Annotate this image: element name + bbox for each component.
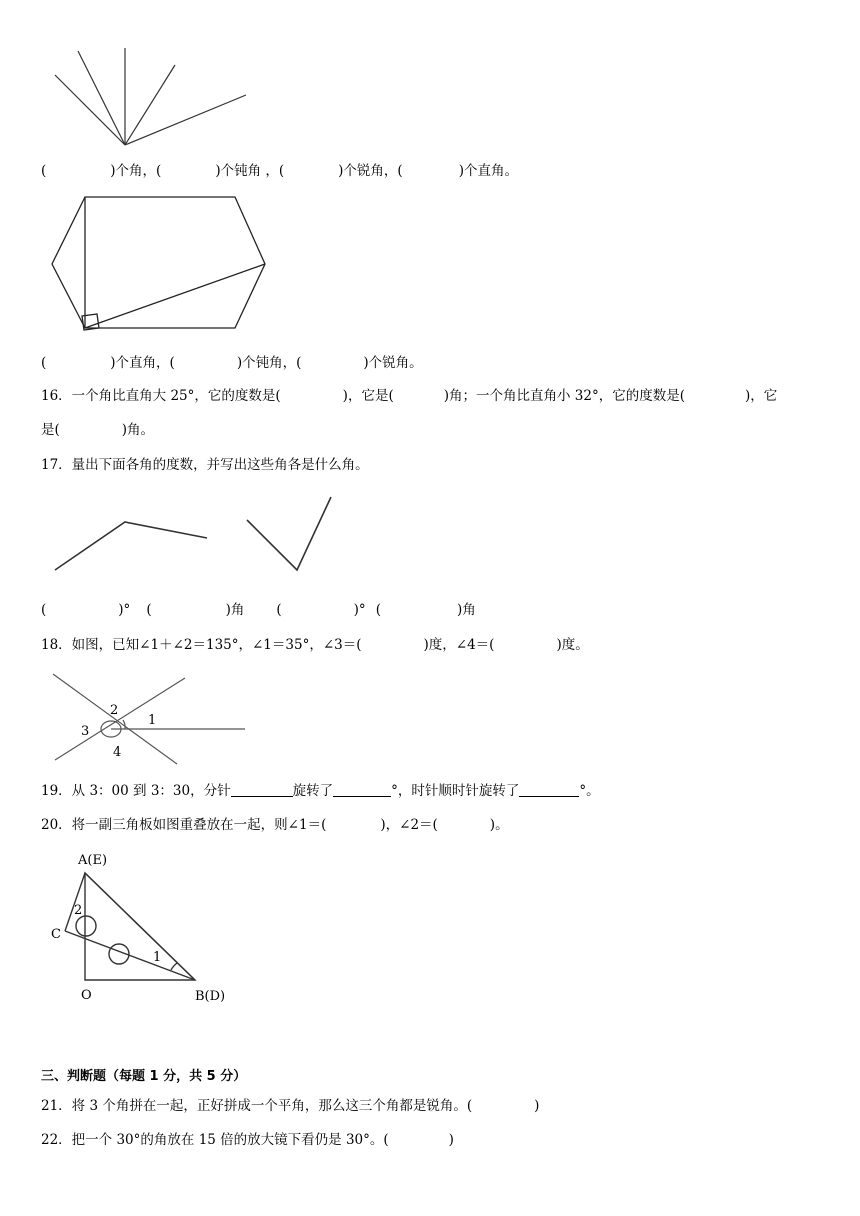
intersecting-lines-figure xyxy=(45,668,255,768)
rays-question: ( )个角，( )个钝角 ，( )个锐角，( )个直角。 xyxy=(41,163,518,179)
section-3-heading: 三、判断题（每题 1 分，共 5 分） xyxy=(41,1069,247,1084)
question-16-line2: 是( )角。 xyxy=(41,422,155,438)
rays-figure xyxy=(48,45,258,150)
hexagon-question: ( )个直角，( )个钝角，( )个锐角。 xyxy=(41,355,423,371)
question-17-text: 17．量出下面各角的度数，并写出这些角各是什么角。 xyxy=(41,457,369,473)
label-3: 3 xyxy=(81,724,90,739)
label-1: 1 xyxy=(148,713,157,728)
label-C: C xyxy=(51,927,61,942)
label-B-D: B(D) xyxy=(195,989,226,1004)
angle-figures xyxy=(45,490,345,580)
label-4: 4 xyxy=(113,745,122,760)
hexagon-figure xyxy=(45,190,275,335)
question-19-text: 19．从 3：00 到 3：30，分针 旋转了 °，时针顺时针旋转了 °。 xyxy=(41,783,600,799)
label-A-E: A(E) xyxy=(78,853,108,868)
label-2: 2 xyxy=(74,903,83,918)
question-17-answers: ( )° ( )角 ( )° ( )角 xyxy=(41,602,476,618)
label-O: O xyxy=(81,988,92,1003)
question-22-text: 22．把一个 30°的角放在 15 倍的放大镜下看仍是 30°。( ) xyxy=(41,1132,454,1148)
triangle-rulers-figure xyxy=(45,848,245,1008)
question-21-text: 21．将 3 个角拼在一起，正好拼成一个平角，那么这三个角都是锐角。( ) xyxy=(41,1098,540,1114)
question-20-text: 20．将一副三角板如图重叠放在一起，则∠1＝( )，∠2＝( )。 xyxy=(41,817,509,833)
question-18-text: 18．如图，已知∠1＋∠2＝135°，∠1＝35°，∠3＝( )度，∠4＝( )度。 xyxy=(41,637,589,653)
label-2: 2 xyxy=(110,703,119,718)
question-16-line1: 16．一个角比直角大 25°，它的度数是( )，它是( )角；一个角比直角小 32°，它的度数是( )，它 xyxy=(41,388,778,404)
label-1: 1 xyxy=(153,950,162,965)
